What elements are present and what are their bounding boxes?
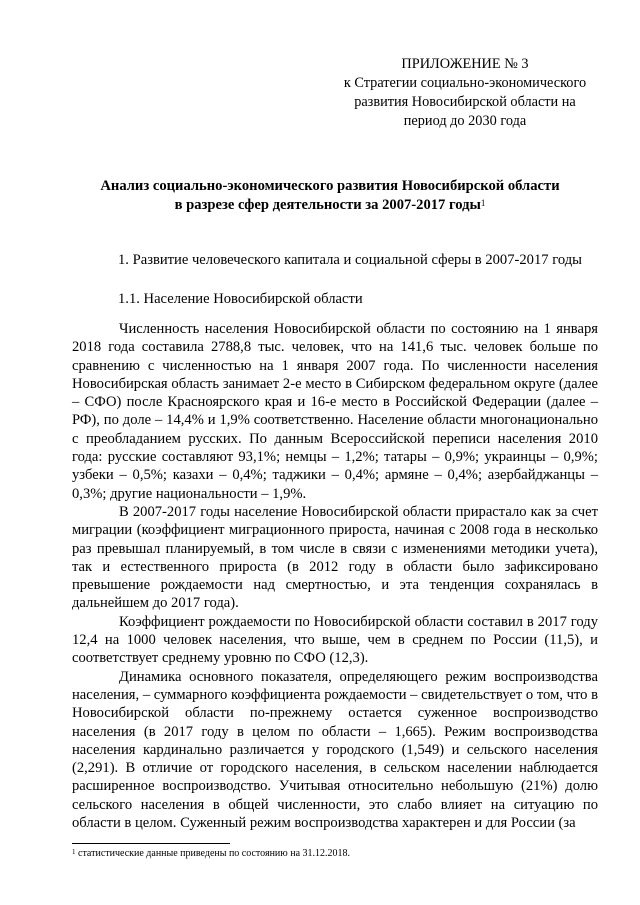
document-title-line [70, 196, 590, 215]
paragraph: В 2007-2017 годы население Новосибирской области прирастало как за счет миграции (коэффициент миграционного прироста, начиная с 2008 года в несколько раз превышал планируемый, в том числе в связи с изменениями методики учета), так и естественного прироста (в 2012 году в области было зафиксировано превышение рождаемости над смертностью, и эта тенденция сохранялась в дальнейшем до 2017 года). [72, 503, 598, 612]
subsection-heading: 1.1. Население Новосибирской области [118, 291, 363, 307]
appendix-title: ПРИЛОЖЕНИЕ № 3 [401, 56, 529, 72]
appendix-line: к Стратегии социально-экономического [343, 75, 587, 91]
footnote-text: статистические данные приведены по состоянию на 31.12.2018. [75, 848, 351, 859]
body-text [72, 320, 598, 832]
document-title-line: Анализ социально-экономического развития Новосибирской области [100, 178, 560, 194]
appendix-line: развития Новосибирской области на [354, 94, 576, 110]
section-heading: 1. Развитие человеческого капитала и социальной сферы в 2007-2017 годы [118, 252, 582, 268]
appendix-line: период до 2030 года [403, 113, 527, 129]
document-title-line-text: в разрезе сфер деятельности за 2007-2017 годы [174, 197, 481, 213]
appendix-header [330, 55, 600, 131]
paragraph: Динамика основного показателя, определяющего режим воспроизводства населения, – суммарного коэффициента рождаемости – свидетельствует о том, что в Новосибирской области по-прежнему остается суженное воспроизводство населения (в 2017 году в целом по области – 1,665). Режим воспроизводства населения кардинально различается у городского (1,549) и сельского населения (2,291). В отличие от городского населения, в сельском населении наблюдается расширенное воспроизводство. Учитывая относительно небольшую (21%) долю сельского населения в общей численности, это слабо влияет на ситуацию по области в целом. Суженный режим воспроизводства характерен и для России (за [72, 668, 598, 832]
document-title [70, 177, 590, 215]
footnote-mark: 1 [72, 848, 76, 856]
paragraph: Коэффициент рождаемости по Новосибирской области составил в 2017 году 12,4 на 1000 человек населения, что выше, чем в среднем по России (11,5), и соответствует среднему уровню по СФО (12,3). [72, 613, 598, 667]
footnote-divider [72, 843, 230, 844]
footnote [72, 848, 350, 859]
paragraph: Численность населения Новосибирской области по состоянию на 1 января 2018 года составила 2788,8 тыс. человек, что на 141,6 тыс. человек больше по сравнению с численностью на 1 января 2007 года. По численности населения Новосибирская область занимает 2-е место в Сибирском федеральном округе (далее – СФО) после Красноярского края и 16-е место в Российской Федерации (далее – РФ), по доле – 14,4% и 1,9% соответственно. Население области многонационально с преобладанием русских. По данным Всероссийской переписи населения 2010 года: русские составляют 93,1%; немцы – 1,2%; татары – 0,9%; украинцы – 0,9%; узбеки – 0,5%; казахи – 0,4%; таджики – 0,4%; армяне – 0,4%; азербайджанцы – 0,3%; другие национальности – 1,9%. [72, 321, 598, 502]
footnote-reference[interactable]: 1 [480, 198, 486, 208]
